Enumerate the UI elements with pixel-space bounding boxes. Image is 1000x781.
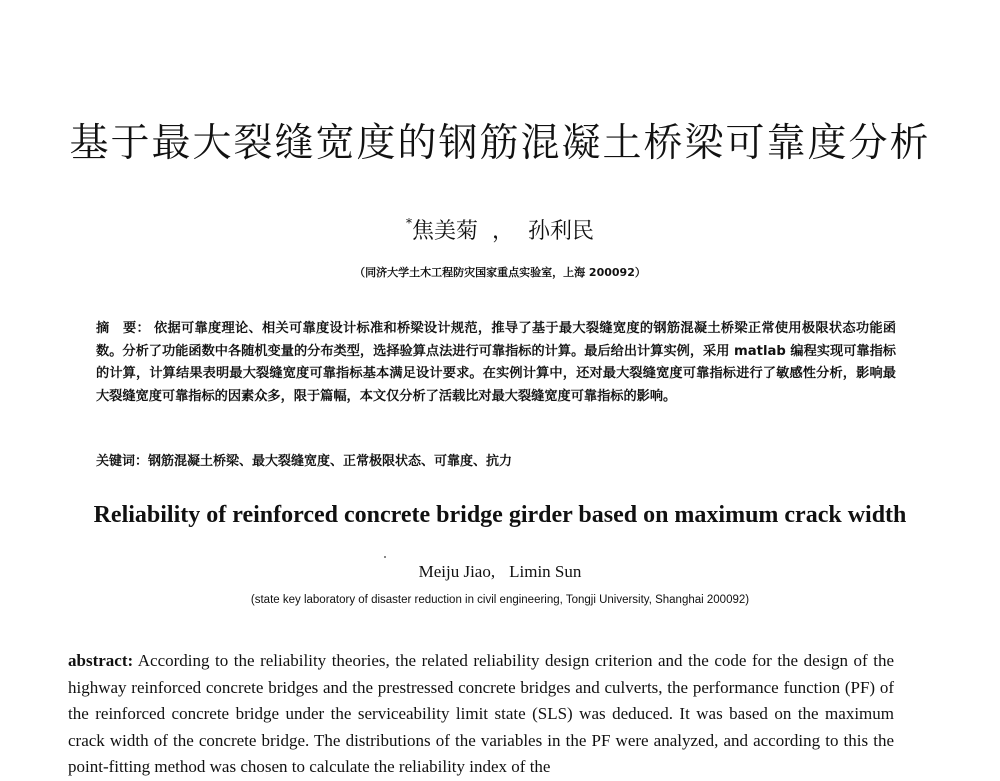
english-authors: [0, 562, 1000, 582]
corresponding-author-mark: *: [405, 216, 412, 230]
author-cn-2: 孙利民: [528, 219, 595, 244]
author-cn-1: 焦美菊: [411, 219, 478, 244]
chinese-abstract: [96, 318, 896, 408]
chinese-keywords-label: 关键词：: [96, 454, 149, 469]
author-separator: ，: [491, 219, 514, 244]
english-abstract: [68, 648, 894, 781]
scan-speck: [384, 556, 386, 558]
english-abstract-text: According to the reliability theories, the related reliability design criterion and the code for the design of the highway reinforced concrete bridges and the prestressed concrete bridges and culverts, the performance function (PF) of the reinforced concrete bridge under the serviceability limit state (SLS) was deduced. It was based on the maximum crack width of the concrete bridge. The distributions of the variables in the PF were analyzed, and according to this the point-fitting method was chosen to calculate the reliability index of the: [68, 651, 895, 776]
english-affiliation: (state key laboratory of disaster reduction in civil engineering, Tongji University, Shanghai 200092): [250, 594, 750, 606]
chinese-keywords-text: 钢筋混凝土桥梁、最大裂缝宽度、正常极限状态、可靠度、抗力: [148, 454, 513, 469]
chinese-keywords: [96, 450, 896, 469]
chinese-title: 基于最大裂缝宽度的钢筋混凝土桥梁可靠度分析: [69, 121, 931, 166]
author-en-1: Meiju Jiao,: [418, 562, 496, 581]
english-title: Reliability of reinforced concrete bridge girder based on maximum crack width: [93, 502, 907, 528]
english-abstract-label: abstract:: [68, 651, 134, 670]
author-en-2: Limin Sun: [509, 562, 582, 581]
chinese-abstract-text: 依据可靠度理论、相关可靠度设计标准和桥梁设计规范，推导了基于最大裂缝宽度的钢筋混凝土桥梁正常使用极限状态功能函数。分析了功能函数中各随机变量的分布类型，选择验算点法进行可靠指标的计算。最后给出计算实例，采用 matlab 编程实现可靠指标的计算，计算结果表明最大裂缝宽度可靠指标基本满足设计要求。在实例计算中，还对最大裂缝宽度可靠指标进行了敏感性分析，影响最大裂缝宽度可靠指标的因素众多，限于篇幅，本文仅分析了活载比对最大裂缝宽度可靠指标的影响。: [96, 321, 897, 404]
chinese-abstract-label: 摘 要：: [96, 321, 150, 336]
chinese-authors: [0, 214, 1000, 245]
chinese-affiliation: （同济大学土木工程防灾国家重点实验室，上海 200092）: [354, 266, 646, 279]
